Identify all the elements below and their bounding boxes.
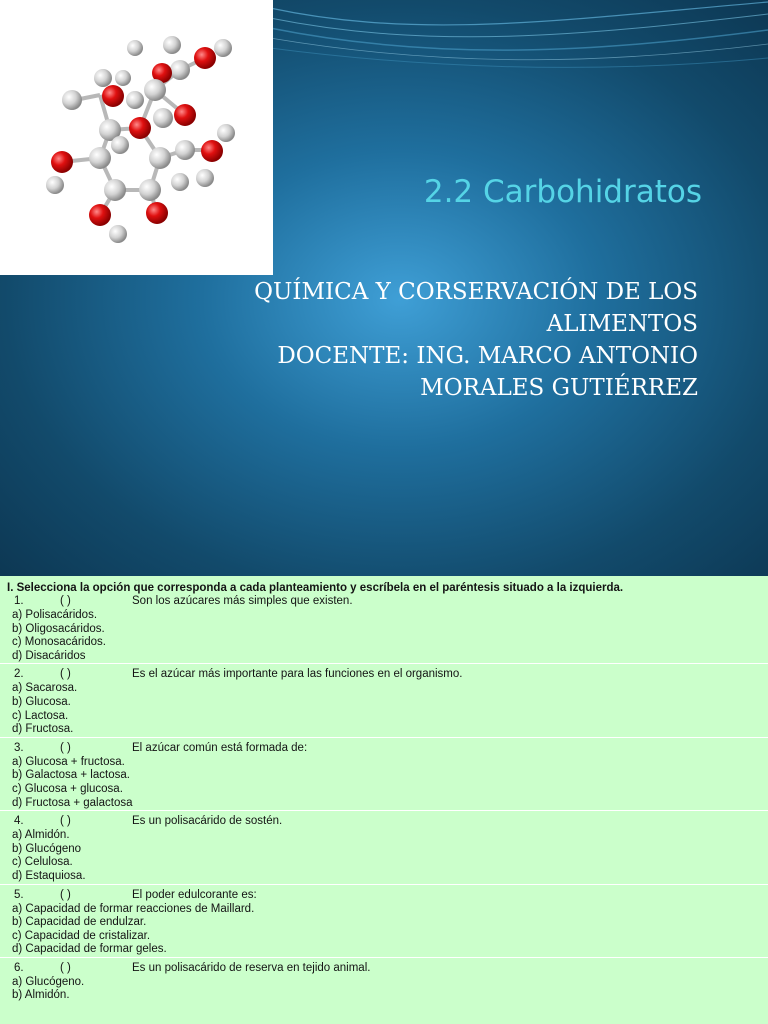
question-line [12, 668, 768, 682]
question-line [12, 962, 768, 976]
subtitle-line: DOCENTE: ING. MARCO ANTONIO [277, 343, 698, 369]
option: b) Almidón. [12, 989, 70, 1002]
question-text: Son los azúcares más simples que existen. [132, 595, 353, 607]
answer-blank: ( ) [60, 815, 71, 828]
answer-blank: ( ) [60, 888, 71, 901]
slide-subtitle [120, 276, 698, 404]
question-block [0, 737, 768, 810]
question-number: 6. [14, 961, 24, 974]
question-line [12, 889, 768, 903]
question-text: Es un polisacárido de reserva en tejido animal. [132, 961, 371, 974]
question-number: 1. [14, 595, 24, 607]
quiz-instruction: I. Selecciona la opción que corresponda a cada planteamiento y escríbela en el paréntesis situado a la izquierda. [7, 582, 624, 594]
option: d) Estaquiosa. [12, 869, 86, 882]
option: a) Glucosa + fructosa. [12, 755, 125, 768]
question-block [0, 957, 768, 1003]
question-text: El poder edulcorante es: [132, 888, 257, 901]
question-number: 4. [14, 815, 24, 828]
question-text: Es el azúcar más importante para las funciones en el organismo. [132, 668, 463, 681]
option: a) Capacidad de formar reacciones de Maillard. [12, 902, 255, 915]
option: c) Monosacáridos. [12, 636, 106, 649]
subtitle-line: QUÍMICA Y CORSERVACIÓN DE LOS [254, 279, 698, 305]
question-block [0, 810, 768, 883]
question-number: 2. [14, 668, 24, 681]
question-line [12, 815, 768, 829]
option: c) Lactosa. [12, 709, 69, 722]
option: b) Glucógeno [12, 842, 82, 855]
option: c) Celulosa. [12, 856, 73, 869]
question-line [12, 742, 768, 756]
option: a) Glucógeno. [12, 975, 85, 988]
option: c) Capacidad de cristalizar. [12, 929, 151, 942]
question-block [0, 595, 768, 663]
option: a) Sacarosa. [12, 682, 78, 695]
question-number: 5. [14, 888, 24, 901]
question-line [12, 595, 768, 609]
answer-blank: ( ) [60, 668, 71, 681]
option: b) Glucosa. [12, 695, 71, 708]
option: d) Disacáridos [12, 649, 86, 662]
answer-blank: ( ) [60, 741, 71, 754]
answer-blank: ( ) [60, 961, 71, 974]
slide-title: 2.2 Carbohidratos [423, 174, 702, 210]
question-block [0, 663, 768, 736]
option: d) Fructosa + galactosa [12, 796, 133, 809]
question-text: Es un polisacárido de sostén. [132, 815, 283, 828]
question-block [0, 884, 768, 957]
option: d) Fructosa. [12, 723, 74, 736]
option: d) Capacidad de formar geles. [12, 943, 167, 956]
carbohydrate-molecule-image [0, 0, 273, 275]
option: b) Capacidad de endulzar. [12, 916, 147, 929]
question-text: El azúcar común está formada de: [132, 741, 308, 754]
option: a) Polisacáridos. [12, 609, 98, 621]
option: b) Oligosacáridos. [12, 622, 105, 635]
question-number: 3. [14, 741, 24, 754]
option: c) Glucosa + glucosa. [12, 782, 123, 795]
quiz-worksheet [0, 576, 768, 1024]
option: b) Galactosa + lactosa. [12, 769, 130, 782]
subtitle-line: MORALES GUTIÉRREZ [420, 375, 698, 401]
answer-blank: ( ) [60, 595, 71, 607]
option: a) Almidón. [12, 829, 70, 842]
subtitle-line: ALIMENTOS [546, 311, 698, 337]
